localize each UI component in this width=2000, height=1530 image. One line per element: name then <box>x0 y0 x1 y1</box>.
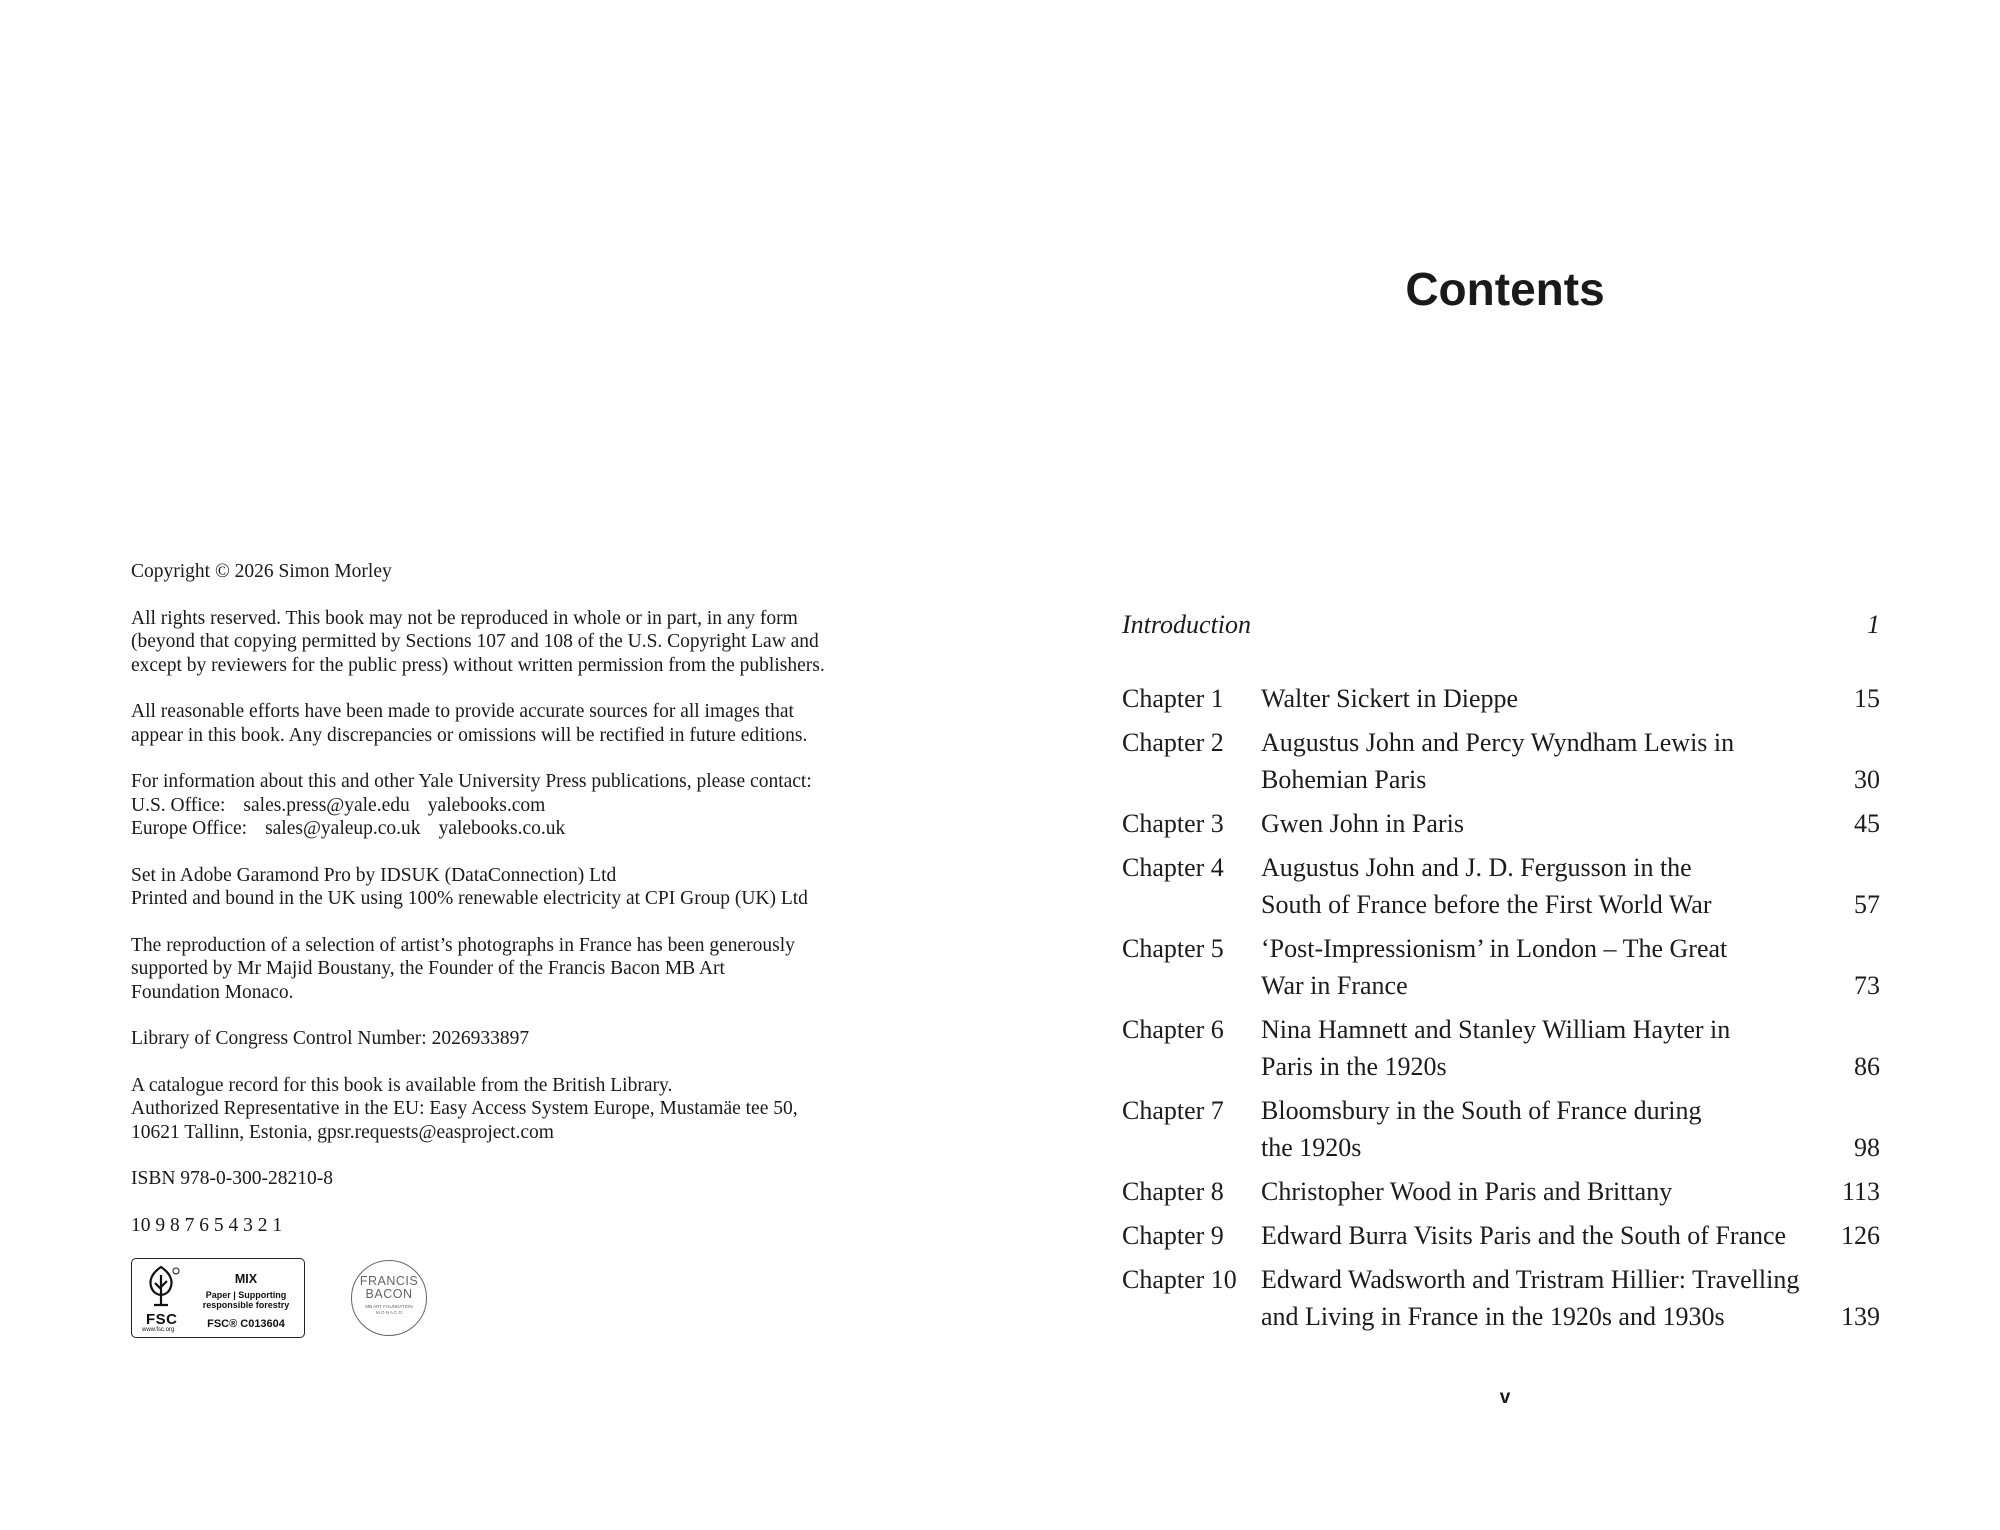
toc-entry[interactable] <box>1122 1092 1880 1166</box>
toc-chapter-number: Chapter 9 <box>1122 1221 1224 1250</box>
us-office-line <box>131 794 911 818</box>
toc-chapter-number: Chapter 5 <box>1122 934 1224 963</box>
rights-line: All rights reserved. This book may not be reproduced in whole or in part, in any form <box>131 607 798 629</box>
fsc-mark: FSC <box>146 1311 178 1328</box>
toc-chapter-number: Chapter 2 <box>1122 728 1224 757</box>
typesetting-paragraph <box>131 864 911 911</box>
copyright-line: Copyright © 2026 Simon Morley <box>131 561 392 582</box>
contact-intro: For information about this and other Yale University Press publications, please contact: <box>131 771 812 792</box>
bacon-logo-subline: MB ART FOUNDATION <box>365 1304 413 1309</box>
europe-office-label: Europe Office: <box>131 818 248 839</box>
toc-chapter-number: Chapter 8 <box>1122 1177 1224 1206</box>
loc-paragraph <box>131 1027 911 1051</box>
toc-introduction[interactable] <box>1122 605 1880 645</box>
copyright-page <box>131 560 911 1260</box>
toc-page-number: 126 <box>1841 1221 1880 1250</box>
us-office-email: sales.press@yale.edu <box>243 794 410 816</box>
rights-paragraph <box>131 607 911 678</box>
toc-chapter-title: Edward Wadsworth and Tristram Hillier: Travelling and Living in France in the 1920s and 1930s <box>1261 1265 1800 1331</box>
sources-line: appear in this book. Any discrepancies or omissions will be rectified in future editions. <box>131 724 808 746</box>
loc-number: Library of Congress Control Number: 2026933897 <box>131 1028 530 1049</box>
toc-chapter-title: Bloomsbury in the South of France during the 1920s <box>1261 1096 1702 1162</box>
toc-chapter-title: Walter Sickert in Dieppe <box>1261 684 1519 713</box>
toc-chapter-number: Chapter 6 <box>1122 1015 1224 1044</box>
toc-page-number: 73 <box>1854 971 1880 1000</box>
toc-entry[interactable] <box>1122 849 1880 923</box>
us-office-label: U.S. Office: <box>131 794 226 816</box>
toc-introduction-page: 1 <box>1867 610 1880 639</box>
eu-rep-line: Authorized Representative in the EU: Easy Access System Europe, Mustamäe tee 50, <box>131 1098 798 1119</box>
page-number: v <box>1499 1387 1511 1408</box>
toc-page-number: 86 <box>1854 1052 1880 1081</box>
fsc-code: FSC® C013604 <box>207 1318 285 1330</box>
toc-introduction-label: Introduction <box>1122 610 1252 639</box>
catalogue-paragraph <box>131 1074 911 1145</box>
copyright-notice <box>131 560 911 584</box>
toc-chapter-title: Gwen John in Paris <box>1261 809 1464 838</box>
toc-chapter-title: Christopher Wood in Paris and Brittany <box>1261 1177 1673 1206</box>
toc-chapter-number: Chapter 1 <box>1122 684 1224 713</box>
contact-paragraph <box>131 770 911 841</box>
europe-office-line <box>131 817 911 841</box>
toc-entry[interactable] <box>1122 805 1880 842</box>
francis-bacon-foundation-logo <box>351 1260 427 1336</box>
toc-entry[interactable] <box>1122 724 1880 798</box>
reproduction-line: supported by Mr Majid Boustany, the Founder of the Francis Bacon MB Art <box>131 958 725 979</box>
printing-line: Printed and bound in the UK using 100% renewable electricity at CPI Group (UK) Ltd <box>131 888 808 909</box>
toc-entry[interactable] <box>1122 930 1880 1004</box>
toc-chapter-number: Chapter 4 <box>1122 853 1224 882</box>
toc-entry[interactable] <box>1122 1011 1880 1085</box>
europe-office-web: yalebooks.co.uk <box>438 818 566 839</box>
toc-chapter-title: Nina Hamnett and Stanley William Hayter in Paris in the 1920s <box>1261 1015 1731 1081</box>
toc-chapter-number: Chapter 10 <box>1122 1265 1237 1294</box>
toc-chapter-title: Augustus John and J. D. Fergusson in the South of France before the First World War <box>1261 853 1712 919</box>
typesetting-line: Set in Adobe Garamond Pro by IDSUK (DataConnection) Ltd <box>131 864 617 886</box>
isbn-paragraph <box>131 1167 911 1191</box>
toc-page-number: 113 <box>1841 1177 1880 1206</box>
toc-chapter-number: Chapter 7 <box>1122 1096 1224 1125</box>
toc-page-number: 45 <box>1854 809 1880 838</box>
rights-line: (beyond that copying permitted by Sections 107 and 108 of the U.S. Copyright Law and <box>131 631 819 652</box>
toc-entry[interactable] <box>1122 680 1880 717</box>
toc-entry[interactable] <box>1122 1217 1880 1254</box>
toc-entry[interactable] <box>1122 1173 1880 1210</box>
reproduction-paragraph <box>131 934 911 1005</box>
fsc-tree-icon <box>138 1263 184 1309</box>
toc-page-number: 15 <box>1854 684 1880 713</box>
printing-number-paragraph <box>131 1214 911 1238</box>
fsc-description: Paper | Supporting responsible forestry <box>202 1290 290 1310</box>
fsc-mix: MIX <box>234 1272 258 1286</box>
toc-page-number: 98 <box>1854 1133 1880 1162</box>
sources-line: All reasonable efforts have been made to provide accurate sources for all images that <box>131 701 794 722</box>
rights-line: except by reviewers for the public press) without written permission from the publishers. <box>131 654 825 676</box>
fsc-logo <box>131 1258 305 1338</box>
fsc-url: www.fsc.org <box>142 1327 175 1333</box>
catalogue-line: A catalogue record for this book is available from the British Library. <box>131 1074 673 1096</box>
toc-entry[interactable] <box>1122 1261 1880 1335</box>
toc-chapter-title: ‘Post-Impressionism’ in London – The Great War in France <box>1261 934 1728 1000</box>
reproduction-line: Foundation Monaco. <box>131 981 294 1003</box>
toc-chapter-number: Chapter 3 <box>1122 809 1224 838</box>
sources-paragraph <box>131 700 911 747</box>
europe-office-email: sales@yaleup.co.uk <box>265 818 421 839</box>
reproduction-line: The reproduction of a selection of artist’s photographs in France has been generously <box>131 934 795 956</box>
toc-page-number: 57 <box>1854 890 1880 919</box>
us-office-web: yalebooks.com <box>427 794 546 816</box>
eu-rep-line: 10621 Tallinn, Estonia, gpsr.requests@easproject.com <box>131 1121 554 1143</box>
printing-number: 10 9 8 7 6 5 4 3 2 1 <box>131 1214 283 1236</box>
toc-chapter-title: Edward Burra Visits Paris and the South of France <box>1261 1221 1787 1250</box>
bacon-logo-line: FRANCIS <box>359 1274 419 1288</box>
bacon-logo-subline: M O N A C O <box>375 1310 402 1315</box>
isbn: ISBN 978-0-300-28210-8 <box>131 1168 334 1189</box>
toc-page-number: 139 <box>1841 1302 1880 1331</box>
contents-title: Contents <box>1405 263 1605 315</box>
toc-chapter-list <box>1122 680 1880 1342</box>
bacon-logo-line: BACON <box>365 1287 413 1301</box>
toc-chapter-title: Augustus John and Percy Wyndham Lewis in Bohemian Paris <box>1261 728 1735 794</box>
toc-page-number: 30 <box>1854 765 1880 794</box>
